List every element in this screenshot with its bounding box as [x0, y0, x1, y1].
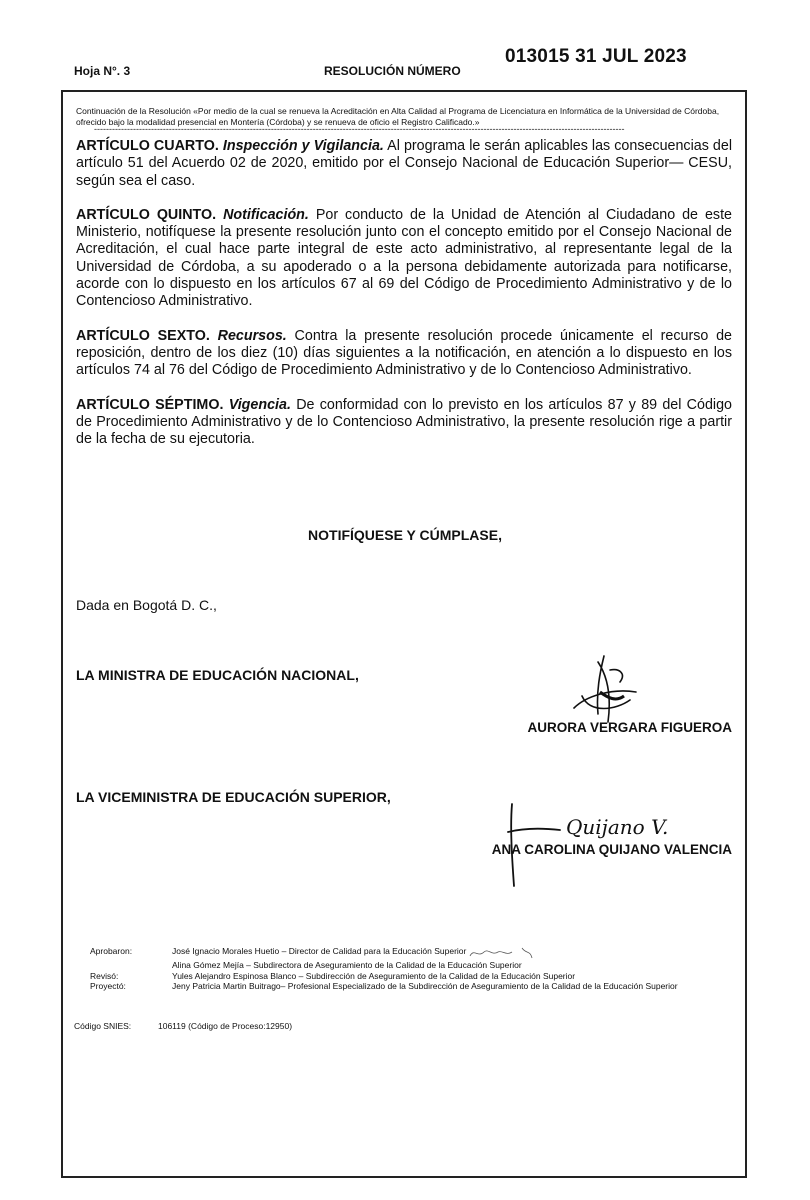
approved-row: [90, 960, 678, 971]
article-quinto: [76, 207, 732, 311]
articles-body: [76, 138, 732, 465]
separator-line: ---------------------------------------------------------------------------------------------------------------------------------------------------------------------------------: [94, 124, 625, 134]
article-label: ARTÍCULO SÉPTIMO.: [76, 396, 224, 413]
article-septimo: [76, 397, 732, 449]
article-sexto: [76, 328, 732, 380]
place-line: Dada en Bogotá D. C.,: [76, 597, 217, 613]
snies-row: [74, 1021, 292, 1031]
approved-row: [90, 946, 678, 960]
drafted-row: [90, 981, 678, 992]
article-label: ARTÍCULO SEXTO.: [76, 327, 210, 344]
viceminister-name: ANA CAROLINA QUIJANO VALENCIA: [491, 842, 732, 857]
minister-role: LA MINISTRA DE EDUCACIÓN NACIONAL,: [76, 667, 359, 683]
drafted-name: Jeny Patricia Martin Buitrago– Profesional Especializado de la Subdirección de Aseguramiento de la Calidad de la Educación Superior: [172, 981, 678, 991]
article-title: Vigencia.: [228, 396, 291, 413]
article-text: De conformidad con lo previsto en los artículos 87 y 89 del Código de Procedimiento Administrativo y de lo Contencioso Administrativo, la presente resolución rige a partir de la fecha de su ejecutoria.: [76, 396, 732, 448]
article-label: ARTÍCULO CUARTO.: [76, 138, 219, 154]
article-title: Recursos.: [217, 327, 287, 344]
closing-formula: NOTIFÍQUESE Y CÚMPLASE,: [308, 527, 502, 543]
drafted-label: Proyectó:: [90, 981, 126, 991]
approvals-block: [90, 946, 678, 992]
viceminister-signature-text: Quijano V.: [566, 815, 669, 839]
initials-signature-icon: [466, 946, 536, 960]
approved-name: Alina Gómez Mejía – Subdirectora de Aseguramiento de la Calidad de la Educación Superior: [172, 960, 522, 970]
snies-label: Código SNIES:: [74, 1021, 132, 1031]
article-title: Inspección y Vigilancia.: [222, 138, 384, 154]
article-cuarto: [76, 138, 732, 190]
article-title: Notificación.: [223, 206, 309, 223]
continuation-note: Continuación de la Resolución «Por medio de la cual se renueva la Acreditación en Alta Calidad al Programa de Licenciatura en Informática de la Universidad de Córdoba, ofrecido bajo la modalidad presencial en Montería (Córdoba) y se renueva de oficio el Registro Calificado.»: [76, 106, 720, 127]
article-label: ARTÍCULO QUINTO.: [76, 206, 217, 223]
article-text: Al programa le serán aplicables las consecuencias del artículo 51 del Acuerdo 02 de 2020, emitido por el Consejo Nacional de Educación Superior— CESU, según sea el caso.: [76, 138, 733, 189]
sheet-number: Hoja N°. 3: [74, 64, 131, 78]
approved-name: José Ignacio Morales Huetio – Director de Calidad para la Educación Superior: [172, 946, 467, 956]
resolution-label: RESOLUCIÓN NÚMERO: [324, 64, 461, 78]
snies-value: 106119 (Código de Proceso:12950): [158, 1021, 293, 1031]
approved-label: Aprobaron:: [90, 946, 133, 956]
resolution-number-date: 013015 31 JUL 2023: [505, 46, 687, 67]
minister-name: AURORA VERGARA FIGUEROA: [527, 720, 732, 735]
minister-signature-icon: [560, 652, 640, 730]
article-text: Contra la presente resolución procede únicamente el recurso de reposición, dentro de los diez (10) días siguientes a la notificación, en atención a lo dispuesto en los artículos 74 al 76 del Código de Procedimiento Administrativo y de lo Contencioso Administrativo.: [76, 327, 732, 379]
viceminister-role: LA VICEMINISTRA DE EDUCACIÓN SUPERIOR,: [76, 789, 391, 805]
reviewed-row: [90, 971, 678, 982]
reviewed-name: Yules Alejandro Espinosa Blanco – Subdirección de Aseguramiento de la Calidad de la Educación Superior: [172, 970, 576, 981]
reviewed-label: Revisó:: [90, 970, 119, 981]
article-text: Por conducto de la Unidad de Atención al Ciudadano de este Ministerio, notifíquese la presente resolución junto con el concepto emitido por el Consejo Nacional de Acreditación, el cual hace parte integral de este acto administrativo, al representante legal de la Universidad de Córdoba, a su apoderado o a la persona debidamente autorizada para notificarse, acorde con lo dispuesto en los artículos 67 al 69 del Código de Procedimiento Administrativo y de lo Contencioso Administrativo.: [76, 206, 732, 310]
